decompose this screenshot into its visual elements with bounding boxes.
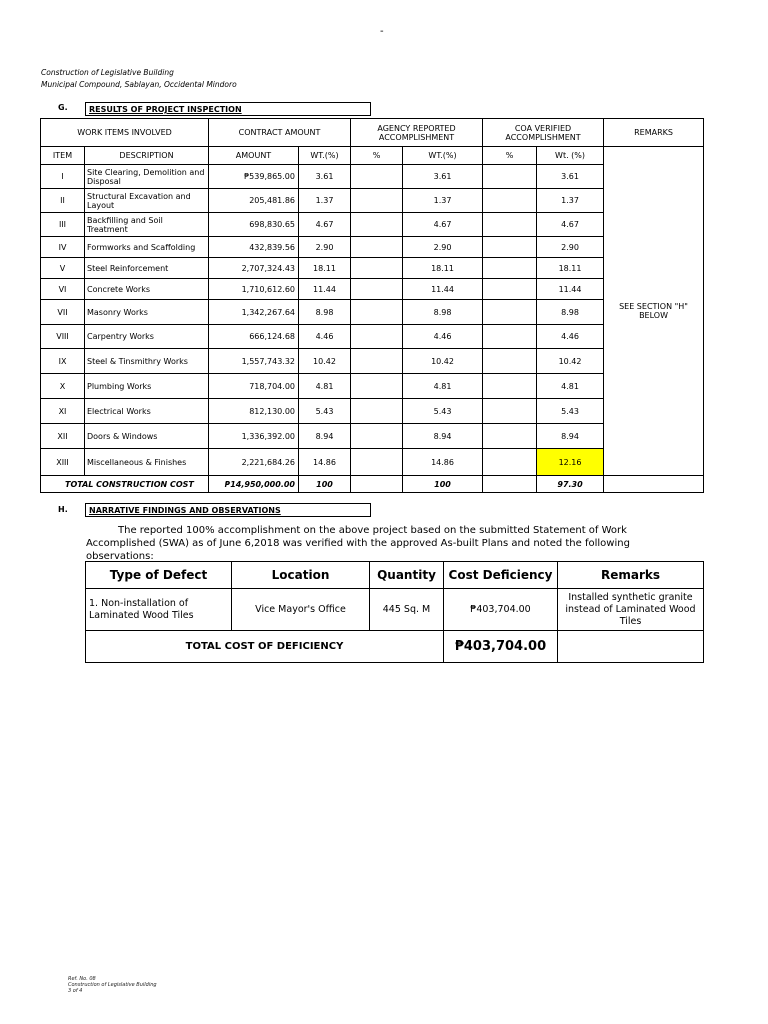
agency-pct [351,374,403,399]
item-number: X [41,374,85,399]
header-agency-pct: % [351,147,403,165]
coa-pct [483,165,537,189]
coa-wt: 4.67 [537,213,604,237]
inspection-header-row-1 [41,119,704,147]
item-wt: 4.46 [299,325,351,349]
agency-wt: 8.94 [403,424,483,449]
header-contract-amount: CONTRACT AMOUNT [209,119,351,147]
item-number: V [41,258,85,279]
document-header [41,67,237,91]
coa-wt: 2.90 [537,237,604,258]
item-description: Backfilling and Soil Treatment [85,213,209,237]
item-wt: 10.42 [299,349,351,374]
agency-pct [351,237,403,258]
item-wt: 14.86 [299,449,351,476]
total-deficiency-label: TOTAL COST OF DEFICIENCY [86,631,444,663]
coa-pct [483,237,537,258]
agency-pct [351,424,403,449]
total-coa-wt: 97.30 [537,476,604,493]
agency-pct [351,300,403,325]
item-number: IX [41,349,85,374]
header-type-of-defect: Type of Defect [86,562,232,589]
item-number: XII [41,424,85,449]
agency-pct [351,165,403,189]
coa-pct [483,300,537,325]
total-agency-wt: 100 [403,476,483,493]
defect-remarks: Installed synthetic granite instead of Laminated Wood Tiles [558,589,704,631]
agency-pct [351,349,403,374]
coa-wt: 8.94 [537,424,604,449]
agency-pct [351,279,403,300]
agency-pct [351,213,403,237]
agency-pct [351,258,403,279]
header-amount: AMOUNT [209,147,299,165]
defects-table [85,561,704,663]
agency-wt: 4.81 [403,374,483,399]
coa-wt: 1.37 [537,189,604,213]
item-wt: 8.98 [299,300,351,325]
item-wt: 4.67 [299,213,351,237]
section-h-title: NARRATIVE FINDINGS AND OBSERVATIONS [85,503,371,517]
total-coa-pct [483,476,537,493]
project-title: Construction of Legislative Building [41,68,174,77]
agency-wt: 14.86 [403,449,483,476]
coa-wt: 5.43 [537,399,604,424]
coa-wt: 18.11 [537,258,604,279]
item-wt: 3.61 [299,165,351,189]
coa-pct [483,424,537,449]
narrative-paragraph: The reported 100% accomplishment on the above project based on the submitted Statement of Work Accomplished (SWA) as of June 6,2018 was verified with the approved As-built Plans and noted the following observations: [86,525,630,562]
item-number: II [41,189,85,213]
project-location: Municipal Compound, Sablayan, Occidental Mindoro [41,80,237,89]
inspection-table [40,118,704,493]
header-remarks: REMARKS [604,119,704,147]
agency-wt: 8.98 [403,300,483,325]
item-wt: 4.81 [299,374,351,399]
agency-wt: 1.37 [403,189,483,213]
footer-page: 3 of 4 [68,988,83,994]
header-coa-wt: Wt. (%) [537,147,604,165]
agency-pct [351,449,403,476]
defect-quantity: 445 Sq. M [370,589,444,631]
coa-wt: 4.81 [537,374,604,399]
coa-pct [483,449,537,476]
agency-wt: 18.11 [403,258,483,279]
agency-wt: 5.43 [403,399,483,424]
coa-pct [483,213,537,237]
total-wt: 100 [299,476,351,493]
coa-pct [483,189,537,213]
item-number: VIII [41,325,85,349]
defects-header-row [86,562,704,589]
coa-pct [483,399,537,424]
item-number: VI [41,279,85,300]
agency-pct [351,399,403,424]
header-work-items: WORK ITEMS INVOLVED [41,119,209,147]
agency-wt: 3.61 [403,165,483,189]
item-description: Steel Reinforcement [85,258,209,279]
item-amount: 2,707,324.43 [209,258,299,279]
coa-wt: 3.61 [537,165,604,189]
item-description: Structural Excavation and Layout [85,189,209,213]
item-description: Doors & Windows [85,424,209,449]
coa-pct [483,258,537,279]
header-coa-pct: % [483,147,537,165]
item-amount: ₱539,865.00 [209,165,299,189]
item-wt: 8.94 [299,424,351,449]
item-amount: 698,830.65 [209,213,299,237]
item-amount: 2,221,684.26 [209,449,299,476]
agency-pct [351,325,403,349]
agency-wt: 11.44 [403,279,483,300]
coa-wt-highlighted: 12.16 [537,449,604,476]
header-wt: WT.(%) [299,147,351,165]
item-amount: 666,124.68 [209,325,299,349]
coa-wt: 4.46 [537,325,604,349]
item-amount: 718,704.00 [209,374,299,399]
item-description: Formworks and Scaffolding [85,237,209,258]
item-amount: 1,336,392.00 [209,424,299,449]
defect-location: Vice Mayor's Office [232,589,370,631]
coa-pct [483,325,537,349]
item-number: III [41,213,85,237]
header-description: DESCRIPTION [85,147,209,165]
header-agency-wt: WT.(%) [403,147,483,165]
total-agency-pct [351,476,403,493]
table-row [86,589,704,631]
total-amount: ₱14,950,000.00 [209,476,299,493]
defect-cost: ₱403,704.00 [444,589,558,631]
item-number: VII [41,300,85,325]
item-amount: 1,342,267.64 [209,300,299,325]
total-row [41,476,704,493]
item-wt: 18.11 [299,258,351,279]
item-description: Masonry Works [85,300,209,325]
header-agency-accomplishment: AGENCY REPORTED ACCOMPLISHMENT [351,119,483,147]
item-number: XIII [41,449,85,476]
item-wt: 2.90 [299,237,351,258]
item-number: XI [41,399,85,424]
defect-type: 1. Non-installation of Laminated Wood Tiles [86,589,232,631]
item-wt: 5.43 [299,399,351,424]
footer-project: Construction of Legislative Building [68,982,157,988]
item-description: Carpentry Works [85,325,209,349]
coa-pct [483,374,537,399]
item-number: IV [41,237,85,258]
header-cost-deficiency: Cost Deficiency [444,562,558,589]
section-g-title: RESULTS OF PROJECT INSPECTION [85,102,371,116]
header-quantity: Quantity [370,562,444,589]
agency-wt: 4.67 [403,213,483,237]
inspection-header-row-2 [41,147,704,165]
item-description: Site Clearing, Demolition and Disposal [85,165,209,189]
agency-wt: 2.90 [403,237,483,258]
total-label: TOTAL CONSTRUCTION COST [41,476,209,493]
agency-pct [351,189,403,213]
coa-pct [483,279,537,300]
agency-wt: 10.42 [403,349,483,374]
item-amount: 432,839.56 [209,237,299,258]
item-description: Plumbing Works [85,374,209,399]
remarks-cell: SEE SECTION "H" BELOW [604,147,704,476]
header-coa-accomplishment: COA VERIFIED ACCOMPLISHMENT [483,119,604,147]
agency-wt: 4.46 [403,325,483,349]
item-description: Concrete Works [85,279,209,300]
item-wt: 1.37 [299,189,351,213]
item-wt: 11.44 [299,279,351,300]
item-amount: 1,710,612.60 [209,279,299,300]
section-g-letter: G. [58,103,68,112]
coa-wt: 10.42 [537,349,604,374]
item-description: Miscellaneous & Finishes [85,449,209,476]
header-remarks: Remarks [558,562,704,589]
footer-ref: Ref. No. 08 [68,976,96,982]
item-amount: 1,557,743.32 [209,349,299,374]
coa-wt: 11.44 [537,279,604,300]
header-location: Location [232,562,370,589]
total-remarks [604,476,704,493]
header-item: ITEM [41,147,85,165]
item-description: Steel & Tinsmithry Works [85,349,209,374]
coa-wt: 8.98 [537,300,604,325]
section-h-letter: H. [58,505,68,514]
item-amount: 812,130.00 [209,399,299,424]
item-amount: 205,481.86 [209,189,299,213]
total-deficiency-remarks [558,631,704,663]
item-description: Electrical Works [85,399,209,424]
item-number: I [41,165,85,189]
top-mark: - [380,26,384,37]
page-footer [68,976,157,994]
coa-pct [483,349,537,374]
defects-total-row [86,631,704,663]
total-deficiency-value: ₱403,704.00 [444,631,558,663]
